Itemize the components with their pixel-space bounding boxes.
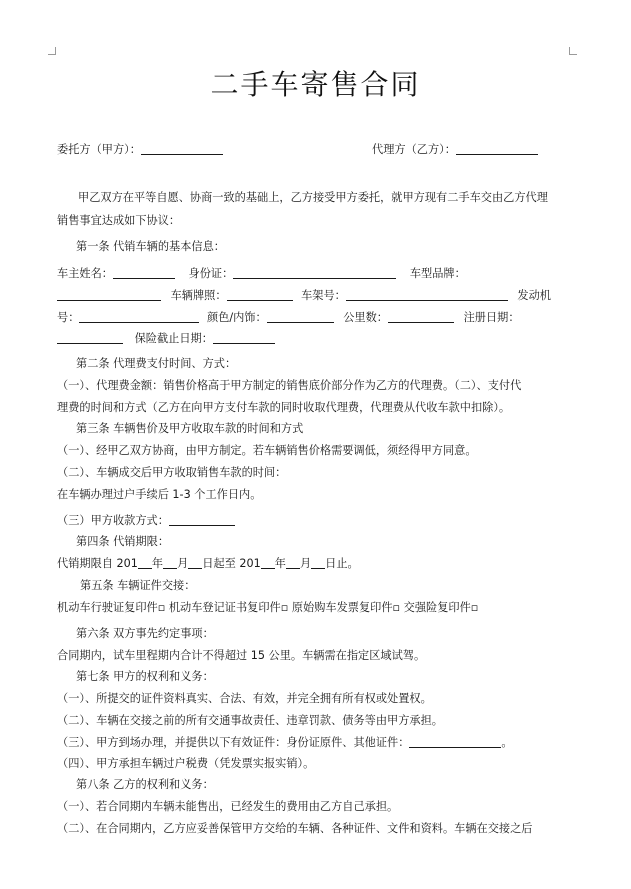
intro-line-2: 销售事宜达成如下协议： — [57, 214, 181, 227]
period-end-year-prefix: 日起至 201 — [202, 557, 261, 570]
article-1-title: 第一条 代销车辆的基本信息： — [76, 240, 225, 253]
vehicle-info-row-3 — [57, 309, 520, 325]
article-3-item-3 — [57, 512, 235, 528]
end-year-blank[interactable] — [261, 556, 275, 569]
vehicle-info-row-1 — [57, 265, 466, 281]
end-month-blank[interactable] — [286, 556, 300, 569]
sentence-end: 。 — [501, 736, 513, 749]
agent-party-blank[interactable] — [456, 142, 538, 155]
frame-no-blank[interactable] — [346, 288, 508, 301]
article-3-item-2b: 在车辆办理过户手续后 1-3 个工作日内。 — [57, 488, 262, 501]
article-3-title: 第三条 车辆售价及甲方收取车款的时间和方式 — [76, 422, 304, 435]
other-certificates-blank[interactable] — [409, 735, 501, 748]
article-8-item-2: （二）、在合同期内，乙方应妥善保管甲方交给的车辆、各种证件、文件和资料。车辆在交接之后 — [57, 822, 533, 835]
article-6-line-1: 合同期内，试车里程期内合计不得超过 15 公里。车辆需在指定区域试驾。 — [57, 649, 426, 662]
engine-no-blank[interactable] — [79, 310, 199, 323]
plate-blank[interactable] — [227, 288, 293, 301]
id-card-label: 身份证： — [188, 267, 234, 280]
engine-label: 发动机 — [517, 289, 551, 302]
payment-method-label: （三）甲方收款方式： — [57, 514, 169, 527]
month-label: 月 — [177, 557, 189, 570]
period-end-suffix: 日止。 — [325, 557, 359, 570]
insurance-blank[interactable] — [213, 331, 275, 344]
color-blank[interactable] — [267, 310, 334, 323]
article-7-item-3 — [57, 734, 513, 750]
end-day-blank[interactable] — [311, 556, 325, 569]
other-certificates-label: （三）、甲方到场办理，并提供以下有效证件：身份证原件、其他证件： — [57, 736, 410, 749]
owner-name-blank[interactable] — [113, 266, 175, 279]
article-2-line-1: （一）、代理费金额：销售价格高于甲方制定的销售底价部分作为乙方的代理费。（二）、支付代 — [57, 379, 522, 392]
brand-label: 车型品牌： — [409, 267, 466, 280]
month-label: 月 — [299, 557, 312, 570]
intro-line-1: 甲乙双方在平等自愿、协商一致的基础上，乙方接受甲方委托，就甲方现有二手车交由乙方代理 — [78, 191, 548, 204]
document-handover-list: 机动车行驶证复印件▫ 机动车登记证书复印件▫ 原始购车发票复印件▫ 交强险复印件▫ — [57, 601, 479, 614]
article-7-item-4: （四）、甲方承担车辆过户税费（凭发票实报实销）。 — [57, 757, 315, 770]
agent-party-line — [372, 141, 538, 157]
client-party-blank[interactable] — [141, 142, 223, 155]
start-year-blank[interactable] — [138, 556, 152, 569]
frame-no-label: 车架号： — [301, 289, 346, 302]
article-7-item-1: （一）、所提交的证件资料真实、合法、有效，并完全拥有所有权或处置权。 — [57, 692, 432, 705]
article-7-title: 第七条 甲方的权利和义务： — [76, 670, 214, 683]
margin-corner-mark — [48, 47, 56, 55]
agent-party-label: 代理方（乙方）： — [372, 143, 456, 156]
article-8-title: 第八条 乙方的权利和义务： — [76, 778, 214, 791]
reg-date-label: 注册日期： — [463, 311, 520, 324]
color-label: 颜色/内饰： — [206, 311, 267, 324]
article-5-title: 第五条 车辆证件交接： — [80, 579, 196, 592]
article-2-line-2: 理费的时间和方式（乙方在向甲方支付车款的同时收取代理费，代理费从代收车款中扣除）。 — [57, 401, 511, 414]
article-4-title: 第四条 代销期限： — [76, 535, 170, 548]
article-3-item-2: （二）、车辆成交后甲方收取销售车款的时间： — [57, 466, 287, 479]
mileage-label: 公里数： — [343, 311, 388, 324]
document-title: 二手车寄售合同 — [210, 68, 421, 101]
start-day-blank[interactable] — [188, 556, 202, 569]
start-month-blank[interactable] — [163, 556, 177, 569]
year-label: 年 — [274, 557, 286, 570]
article-3-item-1: （一）、经甲乙双方协商，由甲方制定。若车辆销售价格需要调低，须经得甲方同意。 — [57, 444, 477, 457]
article-7-item-2: （二）、车辆在交接之前的所有交通事故责任、违章罚款、债务等由甲方承担。 — [57, 714, 443, 727]
vehicle-info-row-4 — [57, 330, 275, 346]
payment-method-blank[interactable] — [169, 513, 235, 526]
plate-label: 车辆牌照： — [170, 289, 227, 302]
brand-blank[interactable] — [57, 288, 161, 301]
article-6-title: 第六条 双方事先约定事项： — [76, 627, 214, 640]
mileage-blank[interactable] — [388, 310, 454, 323]
client-party-line — [57, 141, 223, 157]
article-8-item-1: （一）、若合同期内车辆未能售出，已经发生的费用由乙方自己承担。 — [57, 800, 399, 813]
vehicle-info-row-2 — [57, 287, 551, 303]
reg-date-blank[interactable] — [57, 331, 123, 344]
engine-label-cont: 号： — [57, 311, 80, 324]
client-party-label: 委托方（甲方）： — [57, 143, 141, 156]
period-start-year-prefix: 代销期限自 201 — [57, 557, 138, 570]
id-card-blank[interactable] — [233, 266, 396, 279]
consignment-period-line — [57, 555, 359, 571]
year-label: 年 — [151, 557, 164, 570]
article-2-title: 第二条 代理费支付时间、方式： — [76, 357, 237, 370]
insurance-label: 保险截止日期： — [134, 332, 213, 345]
owner-name-label: 车主姓名： — [57, 267, 113, 280]
margin-corner-mark — [569, 47, 577, 55]
